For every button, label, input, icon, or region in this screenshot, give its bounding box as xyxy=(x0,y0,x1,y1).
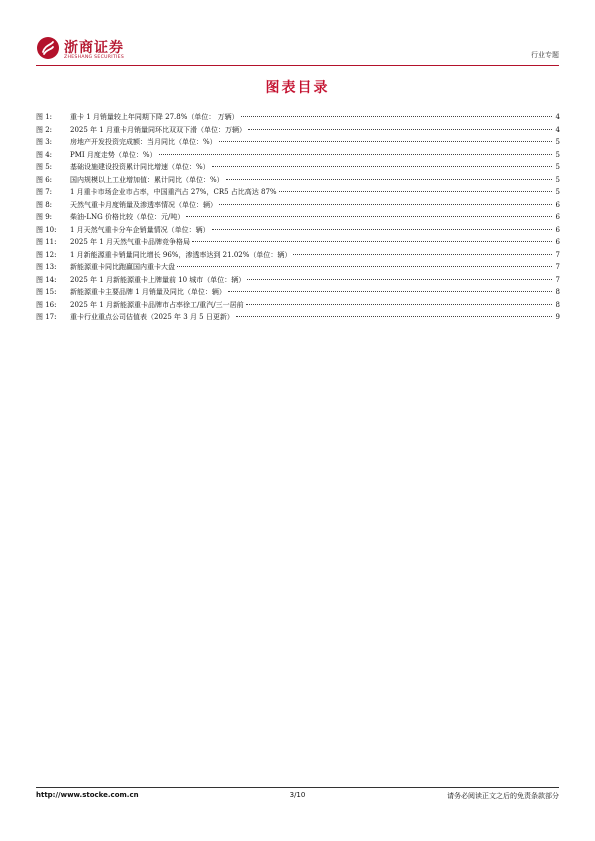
toc-entry[interactable] xyxy=(36,112,560,125)
toc-entry-label: 图 4: xyxy=(36,150,53,159)
toc-entry[interactable] xyxy=(36,262,560,275)
table-of-figures xyxy=(36,112,560,325)
toc-entry-label: 图 17: xyxy=(36,313,57,321)
toc-entry-page: 6 xyxy=(555,200,560,209)
toc-entry-page: 5 xyxy=(555,175,560,184)
toc-entry-page: 5 xyxy=(555,188,560,196)
brand-subtitle: ZHESHANG SECURITIES xyxy=(64,55,125,60)
toc-entry-text: PMI 月度走势（单位：%） xyxy=(70,150,157,159)
toc-title: 图表目录 xyxy=(265,80,330,96)
toc-entry[interactable] xyxy=(36,300,560,313)
toc-entry-page: 7 xyxy=(555,250,560,259)
toc-entry-label: 图 12: xyxy=(36,250,57,259)
toc-entry-label: 图 15: xyxy=(36,288,57,296)
toc-entry-page: 7 xyxy=(555,275,560,284)
toc-entry-text: 新能源重卡同比跑赢国内重卡大盘 xyxy=(70,263,175,271)
toc-entry-text: 重卡 1 月销量较上年同期下降 27.8%（单位： 万辆） xyxy=(70,113,239,121)
toc-leader-dots xyxy=(248,129,552,130)
toc-leader-dots xyxy=(186,216,552,217)
toc-entry[interactable] xyxy=(36,175,560,188)
toc-leader-dots xyxy=(219,204,552,205)
toc-entry-page: 6 xyxy=(555,238,560,246)
toc-entry-text: 2025 年 1 月新能源重卡品牌市占率徐工/重汽/三一居前 xyxy=(70,300,244,309)
toc-leader-dots xyxy=(192,241,552,242)
toc-entry-text: 1 月新能源重卡销量同比增长 96%，渗透率达到 21.02%（单位：辆） xyxy=(70,250,292,259)
toc-leader-dots xyxy=(247,279,552,280)
toc-entry-label: 图 9: xyxy=(36,213,53,221)
toc-entry[interactable] xyxy=(36,150,560,163)
toc-entry-label: 图 16: xyxy=(36,300,57,309)
toc-entry-label: 图 2: xyxy=(36,125,53,134)
toc-entry-page: 5 xyxy=(555,150,560,159)
footer-divider xyxy=(36,787,559,788)
toc-entry-page: 5 xyxy=(555,163,560,171)
toc-entry-text: 2025 年 1 月重卡月销量同环比双双下滑（单位：万辆） xyxy=(70,125,246,134)
toc-leader-dots xyxy=(212,229,552,230)
toc-entry-text: 基础设施建设投资累计同比增速（单位：%） xyxy=(70,163,210,171)
toc-entry-text: 1 月天然气重卡分车企销量情况（单位：辆） xyxy=(70,225,210,234)
toc-entry-page: 4 xyxy=(555,113,560,121)
toc-entry-text: 重卡行业重点公司估值表（2025 年 3 月 5 日更新） xyxy=(70,313,234,321)
toc-entry[interactable] xyxy=(36,237,560,250)
toc-entry-page: 6 xyxy=(555,213,560,221)
toc-entry[interactable] xyxy=(36,250,560,263)
toc-entry-label: 图 10: xyxy=(36,225,57,234)
toc-entry-text: 国内规模以上工业增加值：累计同比（单位：%） xyxy=(70,175,224,184)
toc-leader-dots xyxy=(226,179,552,180)
page-footer xyxy=(36,791,559,803)
toc-entry[interactable] xyxy=(36,200,560,213)
toc-entry[interactable] xyxy=(36,125,560,138)
toc-entry-label: 图 14: xyxy=(36,275,57,284)
toc-entry-label: 图 1: xyxy=(36,113,53,121)
toc-entry[interactable] xyxy=(36,162,560,175)
toc-entry-text: 天然气重卡月度销量及渗透率情况（单位：辆） xyxy=(70,200,217,209)
page-header xyxy=(36,36,559,66)
page-number: 3/10 xyxy=(289,791,306,799)
toc-entry-label: 图 13: xyxy=(36,263,57,271)
toc-entry-text: 2025 年 1 月新能源重卡上牌量前 10 城市（单位：辆） xyxy=(70,275,246,284)
toc-leader-dots xyxy=(212,166,552,167)
document-type: 行业专题 xyxy=(531,51,559,59)
toc-leader-dots xyxy=(241,116,552,117)
brand-logo xyxy=(36,36,156,64)
toc-leader-dots xyxy=(279,191,552,192)
toc-entry-text: 柴油-LNG 价格比较（单位：元/吨） xyxy=(70,213,185,221)
toc-leader-dots xyxy=(159,154,552,155)
toc-entry-page: 6 xyxy=(555,225,560,234)
toc-entry-text: 2025 年 1 月天然气重卡品牌竞争格局 xyxy=(70,238,190,246)
toc-entry-page: 9 xyxy=(555,313,560,321)
toc-entry[interactable] xyxy=(36,312,560,325)
brand-name: 浙商证券 xyxy=(64,40,124,56)
toc-entry-page: 7 xyxy=(555,263,560,271)
toc-entry-text: 房地产开发投资完成额：当月同比（单位：%） xyxy=(70,138,217,146)
toc-entry[interactable] xyxy=(36,137,560,150)
toc-entry-label: 图 7: xyxy=(36,188,53,196)
toc-entry[interactable] xyxy=(36,212,560,225)
toc-entry-page: 4 xyxy=(555,125,560,134)
toc-leader-dots xyxy=(293,254,552,255)
logo-icon xyxy=(36,36,60,60)
toc-entry-label: 图 6: xyxy=(36,175,53,184)
header-divider xyxy=(36,65,559,66)
toc-entry-page: 5 xyxy=(555,138,560,146)
toc-entry-label: 图 11: xyxy=(36,238,57,246)
toc-entry-text: 新能源重卡主要品牌 1 月销量及同比（单位：辆） xyxy=(70,288,226,296)
toc-entry-page: 8 xyxy=(555,300,560,309)
footer-url-link[interactable]: http://www.stocke.com.cn xyxy=(36,791,139,799)
toc-leader-dots xyxy=(177,266,552,267)
toc-entry-text: 1 月重卡市场企业市占率，中国重汽占 27%，CR5 占比高达 87% xyxy=(70,188,277,196)
toc-entry[interactable] xyxy=(36,225,560,238)
toc-leader-dots xyxy=(236,316,552,317)
toc-leader-dots xyxy=(219,141,552,142)
toc-entry-label: 图 3: xyxy=(36,138,53,146)
toc-entry[interactable] xyxy=(36,187,560,200)
toc-entry[interactable] xyxy=(36,275,560,288)
toc-entry[interactable] xyxy=(36,287,560,300)
toc-entry-page: 8 xyxy=(555,288,560,296)
toc-leader-dots xyxy=(246,304,552,305)
toc-entry-label: 图 8: xyxy=(36,200,53,209)
toc-leader-dots xyxy=(228,291,552,292)
disclaimer-note: 请务必阅读正文之后的免责条款部分 xyxy=(447,792,559,800)
toc-entry-label: 图 5: xyxy=(36,163,53,171)
